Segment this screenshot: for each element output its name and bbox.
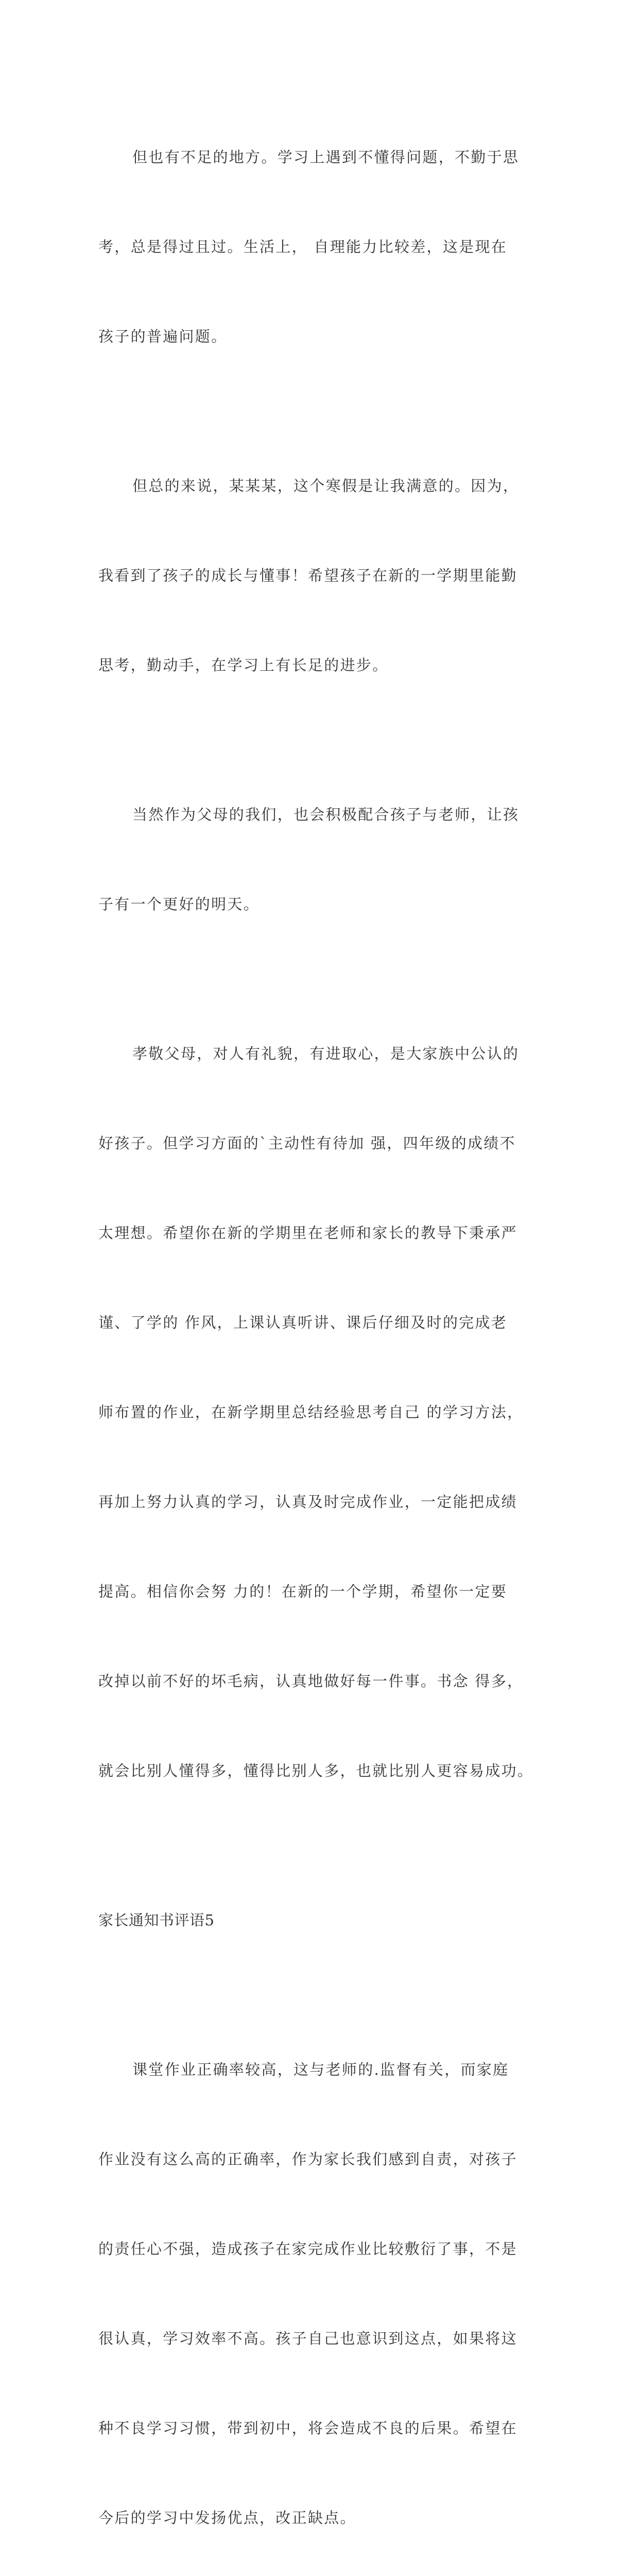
paragraph-homework — [98, 1995, 541, 2576]
text-line: 就会比别人懂得多，懂得比别人多，也就比别人更容易成功。 — [98, 1762, 534, 1780]
text-line: 谨、了学的 作风，上课认真听讲、课后仔细及时的完成老 — [98, 1314, 508, 1331]
paragraph-filial — [98, 979, 541, 1845]
text-line: 孝敬父母，对人有礼貌，有进取心，是大家族中公认的 — [132, 1045, 520, 1062]
paragraph-parents — [98, 740, 541, 979]
text-line: 但也有不足的地方。学习上遇到不懂得问题，不勤于思 — [132, 148, 520, 166]
text-line: 种不良学习习惯，带到初中，将会造成不良的后果。希望在 — [98, 2419, 517, 2437]
paragraph-shortcomings — [98, 82, 541, 411]
text-line: 当然作为父母的我们，也会积极配合孩子与老师，让孩 — [132, 806, 520, 823]
text-line: 今后的学习中发扬优点，改正缺点。 — [98, 2509, 356, 2527]
text-line: 提高。相信你会努 力的！在新的一个学期，希望你一定要 — [98, 1583, 508, 1600]
text-line: 孩子的普遍问题。 — [98, 328, 228, 345]
text-line: 师布置的作业，在新学期里总结经验思考自己 的学习方法， — [98, 1403, 524, 1421]
paragraph-overall — [98, 411, 541, 740]
text-line: 很认真，学习效率不高。孩子自己也意识到这点，如果将这 — [98, 2330, 517, 2347]
text-line: 子有一个更好的明天。 — [98, 895, 260, 913]
text-line: 好孩子。但学习方面的`主动性有待加 强，四年级的成绩不 — [98, 1134, 516, 1152]
text-line: 思考，勤动手，在学习上有长足的进步。 — [98, 656, 389, 674]
text-line: 改掉以前不好的坏毛病，认真地做好每一件事。书念 得多， — [98, 1672, 524, 1690]
text-line: 的责任心不强，造成孩子在家完成作业比较敷衍了事，不是 — [98, 2240, 517, 2258]
text-line: 课堂作业正确率较高，这与老师的.监督有关，而家庭 — [132, 2061, 509, 2078]
text-line: 作业没有这么高的正确率，作为家长我们感到自责，对孩子 — [98, 2150, 517, 2168]
text-line: 我看到了孩子的成长与懂事！希望孩子在新的一学期里能勤 — [98, 567, 517, 584]
document-body — [98, 82, 541, 2576]
text-line: 太理想。希望你在新的学期里在老师和家长的教导下秉承严 — [98, 1224, 517, 1242]
heading-text: 家长通知书评语5 — [98, 1911, 215, 1929]
text-line: 但总的来说，某某某，这个寒假是让我满意的。因为， — [132, 477, 520, 495]
section-heading — [98, 1845, 541, 1995]
text-line: 再加上努力认真的学习，认真及时完成作业，一定能把成绩 — [98, 1493, 517, 1511]
text-line: 考，总是得过且过。生活上， 自理能力比较差，这是现在 — [98, 238, 508, 256]
